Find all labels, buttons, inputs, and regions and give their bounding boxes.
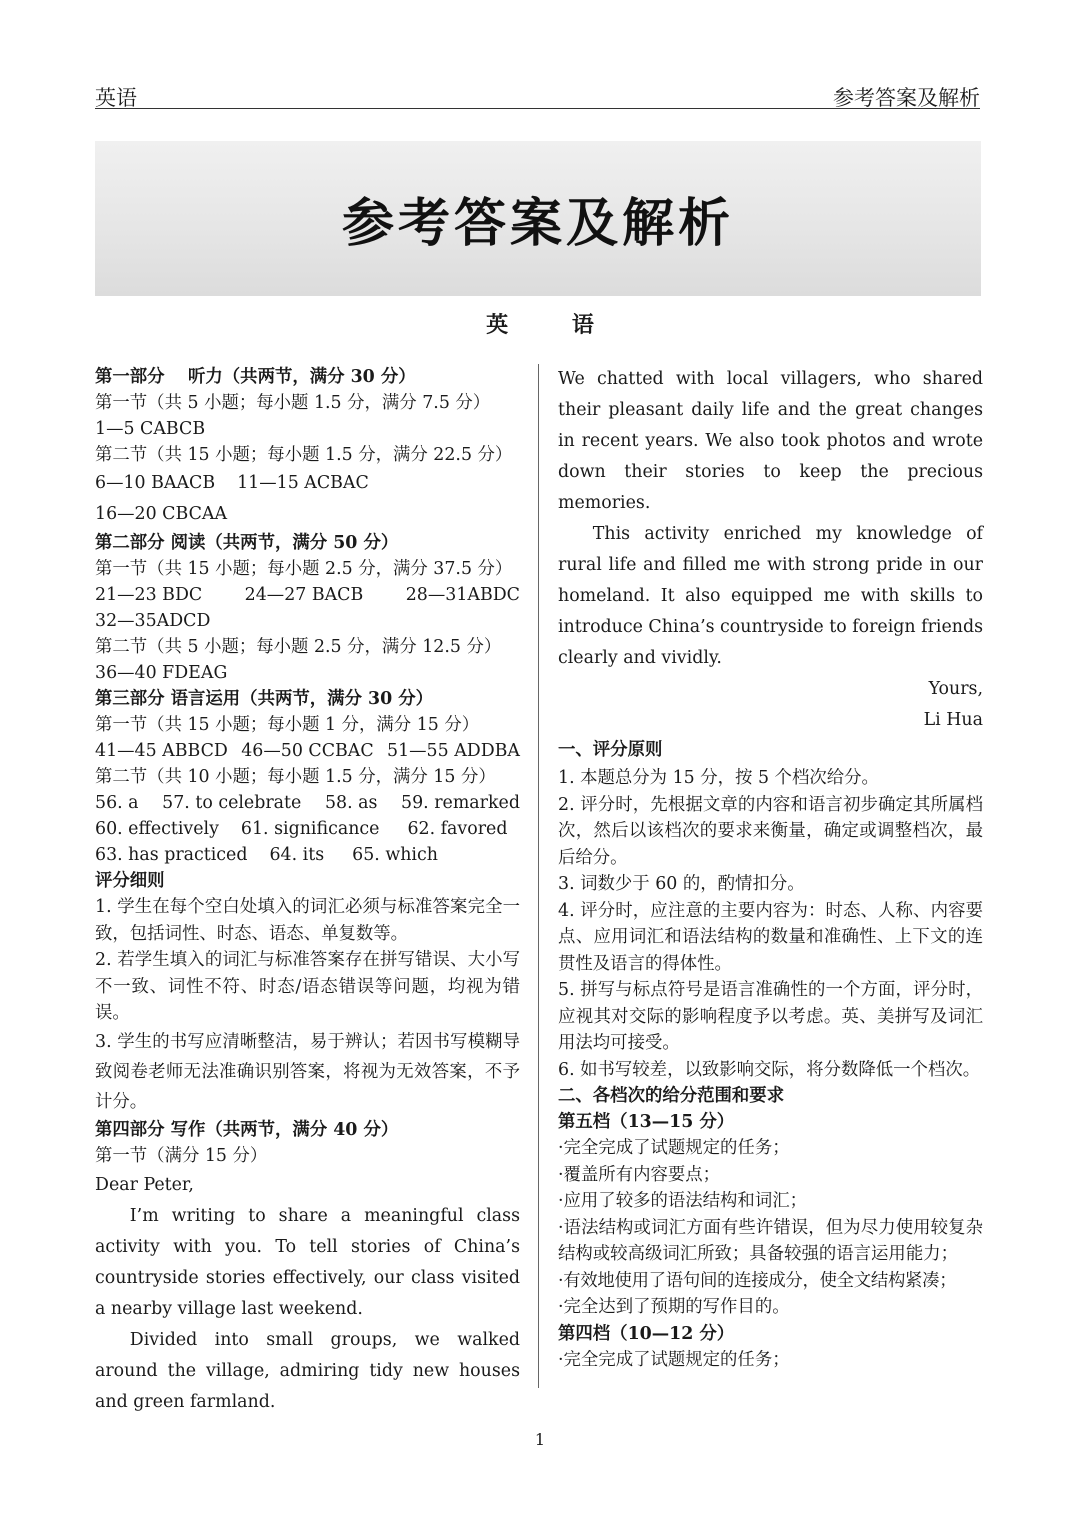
- answer-62: 62. favored: [407, 819, 508, 839]
- page-number: 1: [534, 1430, 546, 1449]
- tier5-item: ·完全达到了预期的写作目的。: [558, 1297, 790, 1317]
- tiers-title: 二、各档次的给分范围和要求: [558, 1086, 785, 1106]
- running-header-title: 参考答案及解析: [833, 86, 980, 110]
- answer-group: 6—10 BAACB: [95, 473, 216, 493]
- answer-57: 57. to celebrate: [162, 793, 302, 813]
- part3-section2: 第二节（共 10 小题；每小题 1.5 分，满分 15 分）: [95, 767, 496, 787]
- part2-answers-2: 32—35ADCD: [95, 611, 211, 631]
- part1-section1: 第一节（共 5 小题；每小题 1.5 分，满分 7.5 分）: [95, 393, 491, 413]
- part3-answers-1: [95, 738, 520, 764]
- right-column: [558, 364, 983, 1373]
- scoring-principles-title: 一、评分原则: [558, 740, 663, 760]
- rule-3: 3. 学生的书写应清晰整洁，易于辨认；若因书写模糊导致阅卷老师无法准确识别答案，将视为无效答案，不予计分。: [95, 1031, 520, 1112]
- part1-answers-2: [95, 468, 520, 499]
- running-header-subject: 英语: [95, 86, 137, 110]
- answer-61: 61. significance: [240, 819, 380, 839]
- part3-title: 第三部分 语言运用（共两节，满分 30 分）: [95, 689, 434, 709]
- part4-section1: 第一节（满分 15 分）: [95, 1145, 268, 1166]
- letter-signature: Li Hua: [923, 710, 983, 730]
- part3-answers-row3: [95, 842, 520, 868]
- rule-1: 1. 学生在每个空白处填入的词汇必须与标准答案完全一致，包括词性、时态、语态、单复数等。: [95, 897, 520, 944]
- rule-2: 2. 若学生填入的词汇与标准答案存在拼写错误、大小写不一致、词性不符、时态/语态错误等问题，均视为错误。: [95, 950, 520, 1023]
- scoring-principle-4: 4. 评分时，应注意的主要内容为：时态、人称、内容要点、应用词汇和语法结构的数量和准确性、上下文的连贯性及语言的得体性。: [558, 900, 983, 974]
- part1-answers-3: 16—20 CBCAA: [95, 504, 228, 524]
- part2-section1: 第一节（共 15 小题；每小题 2.5 分，满分 37.5 分）: [95, 559, 513, 579]
- answer-group: 41—45 ABBCD: [95, 741, 228, 761]
- subject-heading: 英 语: [486, 312, 622, 338]
- column-divider: [538, 364, 539, 1388]
- part1-answers-1: 1—5 CABCB: [95, 419, 206, 439]
- part2-answers-3: 36—40 FDEAG: [95, 663, 228, 683]
- part1-title: 第一部分 听力（共两节，满分 30 分）: [95, 367, 416, 387]
- letter-greeting: Dear Peter,: [95, 1174, 194, 1195]
- answer-group: 51—55 ADDBA: [387, 741, 520, 761]
- answer-63: 63. has practiced: [95, 845, 248, 865]
- answer-group: 28—31ABDC: [405, 585, 520, 605]
- part2-section2: 第二节（共 5 小题；每小题 2.5 分，满分 12.5 分）: [95, 637, 502, 657]
- tier5-item: ·覆盖所有内容要点；: [558, 1164, 721, 1185]
- rules-title: 评分细则: [95, 871, 165, 891]
- letter-paragraph-3: This activity enriched my knowledge of rural life and filled me with strong pride in our homeland. It also equipped me with skills to introduce China’s countryside to foreign friends clearly and vividly.: [558, 524, 984, 668]
- tier4-title: 第四档（10—12 分）: [558, 1323, 735, 1344]
- part2-title: 第二部分 阅读（共两节，满分 50 分）: [95, 533, 399, 553]
- part3-section1: 第一节（共 15 小题；每小题 1 分，满分 15 分）: [95, 715, 480, 735]
- answer-60: 60. effectively: [95, 819, 219, 839]
- scoring-principle-6: 6. 如书写较差，以致影响交际，将分数降低一个档次。: [558, 1059, 981, 1080]
- banner-title: 参考答案及解析: [341, 193, 734, 254]
- scoring-principle-1: 1. 本题总分为 15 分，按 5 个档次给分。: [558, 768, 879, 788]
- tier5-item: ·完全完成了试题规定的任务；: [558, 1138, 790, 1158]
- part4-title: 第四部分 写作（共两节，满分 40 分）: [95, 1119, 399, 1140]
- scoring-principle-2: 2. 评分时，先根据文章的内容和语言初步确定其所属档次，然后以该档次的要求来衡量，确定或调整档次，最后给分。: [558, 794, 983, 868]
- answer-group: 11—15 ACBAC: [237, 473, 369, 493]
- tier5-item: ·有效地使用了语句间的连接成分，使全文结构紧凑；: [558, 1270, 957, 1291]
- tier4-item: ·完全完成了试题规定的任务；: [558, 1349, 790, 1370]
- scoring-principle-3: 3. 词数少于 60 的，酌情扣分。: [558, 874, 805, 894]
- letter-paragraph-1: I’m writing to share a meaningful class activity with you. To tell stories of China’s countryside stories effectively, our class visited a nearby village last weekend.: [95, 1205, 520, 1319]
- header-rule: [95, 108, 980, 109]
- answer-59: 59. remarked: [401, 793, 520, 813]
- tier5-title: 第五档（13—15 分）: [558, 1112, 735, 1132]
- answer-56: 56. a: [95, 793, 139, 813]
- part3-answers-row2: [95, 816, 520, 842]
- scoring-principle-5: 5. 拼写与标点符号是语言准确性的一个方面，评分时，应视其对交际的影响程度予以考虑。英、美拼写及词汇用法均可接受。: [558, 980, 983, 1053]
- part3-answers-row1: [95, 790, 520, 816]
- answer-64: 64. its: [269, 845, 325, 865]
- part1-section2: 第二节（共 15 小题；每小题 1.5 分，满分 22.5 分）: [95, 445, 513, 465]
- answer-group: 24—27 BACB: [244, 585, 364, 605]
- title-banner: [95, 141, 981, 296]
- letter-paragraph-2: Divided into small groups, we walked around the village, admiring tidy new houses and green farmland.: [95, 1329, 520, 1412]
- left-column: [95, 364, 520, 1418]
- tier5-item: ·应用了较多的语法结构和词汇；: [558, 1191, 807, 1211]
- answer-65: 65. which: [352, 845, 438, 865]
- answer-58: 58. as: [324, 793, 378, 813]
- answer-group: 21—23 BDC: [95, 585, 203, 605]
- part2-answers-1: [95, 582, 520, 608]
- letter-paragraph-2-continued: We chatted with local villagers, who shared their pleasant daily life and the great changes in recent years. We also took photos and wrote down their stories to keep the precious memories.: [558, 369, 983, 513]
- answer-group: 46—50 CCBAC: [241, 741, 374, 761]
- tier5-item: ·语法结构或词汇方面有些许错误，但为尽力使用较复杂结构或较高级词汇所致；具备较强的语言运用能力；: [558, 1217, 983, 1264]
- letter-closing: Yours,: [928, 679, 983, 699]
